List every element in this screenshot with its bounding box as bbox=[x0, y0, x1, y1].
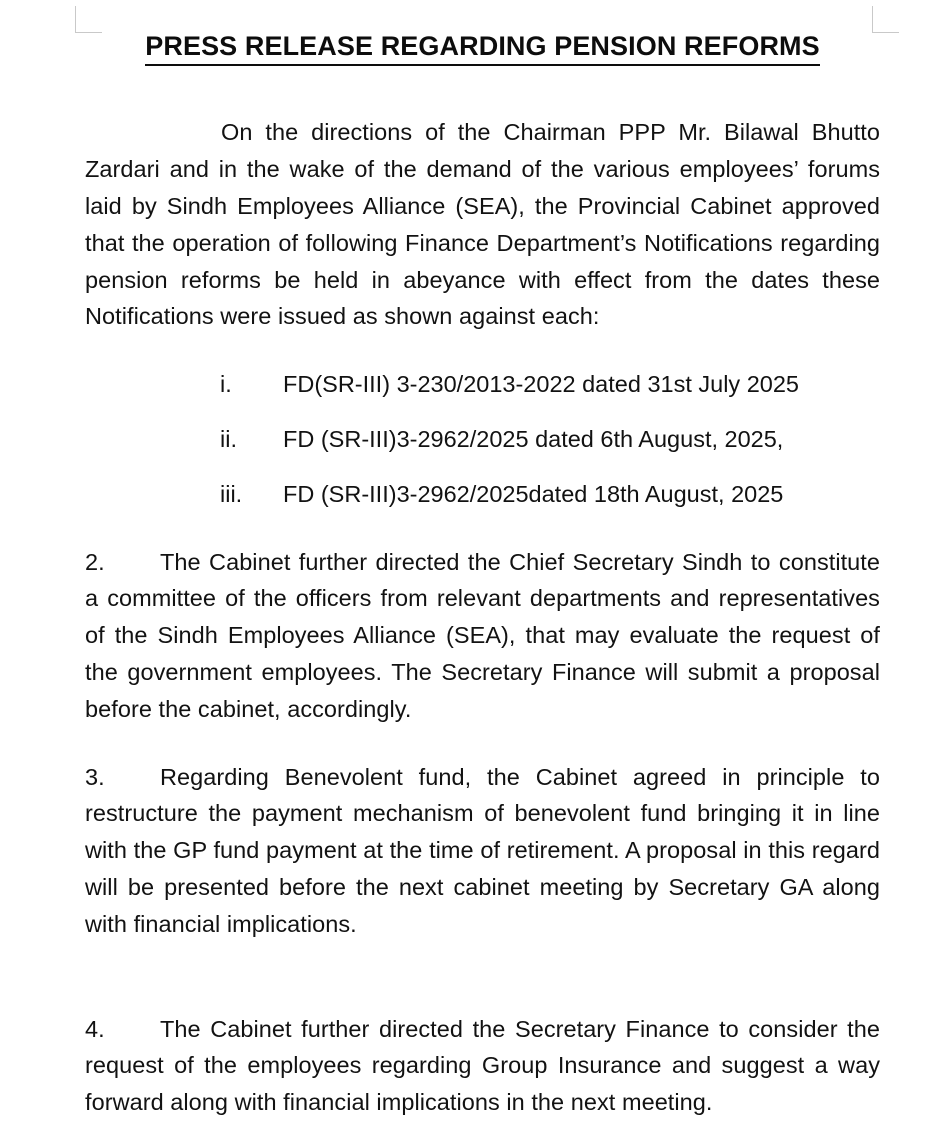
notification-list bbox=[85, 366, 880, 512]
paragraph-text-4: The Cabinet further directed the Secretary Finance to consider the request of the employees regarding Group Insurance and suggest a way forward along with financial implications in the next meeting. bbox=[85, 1015, 880, 1116]
list-item bbox=[85, 366, 880, 403]
document-content bbox=[85, 0, 880, 1121]
list-item-label: FD(SR-III) 3-230/2013-2022 dated 31st July 2025 bbox=[283, 371, 799, 398]
list-item-marker: iii. bbox=[220, 480, 243, 507]
paragraph-text-3: Regarding Benevolent fund, the Cabinet agreed in principle to restructure the payment mechanism of benevolent fund bringing it in line with the GP fund payment at the time of retirement. A proposal in this regard will be presented before the next cabinet meeting by Secretary GA along with financial implications. bbox=[85, 763, 880, 937]
list-item-label: FD (SR-III)3-2962/2025dated 18th August, 2025 bbox=[283, 480, 784, 507]
list-item-marker: ii. bbox=[220, 425, 237, 452]
page-title-text: PRESS RELEASE REGARDING PENSION REFORMS bbox=[145, 30, 820, 66]
list-item-label: FD (SR-III)3-2962/2025 dated 6th August, 2025, bbox=[283, 425, 784, 452]
paragraph-number-3: 3. bbox=[85, 763, 105, 790]
list-item-marker: i. bbox=[220, 371, 232, 398]
list-item bbox=[85, 421, 880, 458]
numbered-paragraph-4 bbox=[85, 1011, 880, 1121]
numbered-paragraph-2 bbox=[85, 544, 880, 728]
paragraph-text-2: The Cabinet further directed the Chief Secretary Sindh to constitute a committee of the officers from relevant departments and representatives of the Sindh Employees Alliance (SEA), that may evaluate the request of the government employees. The Secretary Finance will submit a proposal before the cabinet, accordingly. bbox=[85, 548, 880, 722]
page-title bbox=[85, 0, 880, 66]
list-item bbox=[85, 476, 880, 513]
numbered-paragraph-3 bbox=[85, 759, 880, 943]
paragraph-number-2: 2. bbox=[85, 548, 105, 575]
paragraph-number-4: 4. bbox=[85, 1015, 105, 1042]
intro-paragraph: On the directions of the Chairman PPP Mr. Bilawal Bhutto Zardari and in the wake of the demand of the various employees’ forums laid by Sindh Employees Alliance (SEA), the Provincial Cabinet approved that the operation of following Finance Department’s Notifications regarding pension reforms be held in abeyance with effect from the dates these Notifications were issued as shown against each: bbox=[85, 119, 880, 330]
